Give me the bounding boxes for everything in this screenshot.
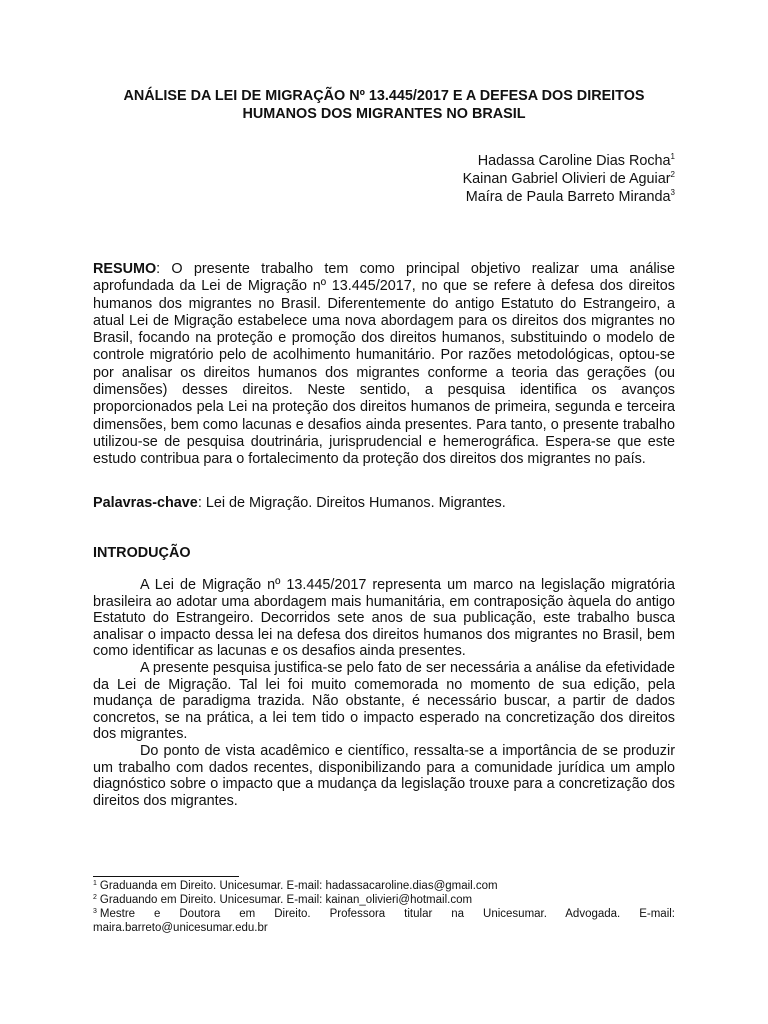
paper-title xyxy=(93,87,675,123)
introduction-paragraph-3: Do ponto de vista acadêmico e científico, ressalta-se a importância de se produzir um trabalho com dados recentes, disponibilizando para a comunidade jurídica um amplo diagnóstico sobre o impacto que a mudança da legislação trouxe para a concretização dos direitos dos migrantes. xyxy=(93,742,675,809)
introduction-paragraph-2: A presente pesquisa justifica-se pelo fato de ser necessária a análise da efetividade da Lei de Migração. Tal lei foi muito comemorada no momento de sua edição, pela mudança de paradigma trazida. Não obstante, é necessário buscar, a partir de dados concretos, se na prática, a lei tem tido o impacto esperado na concretização dos direitos dos migrantes. xyxy=(93,659,675,743)
footnote-1-text: Graduanda em Direito. Unicesumar. E-mail: hadassacaroline.dias@gmail.com xyxy=(99,880,498,892)
footnote-1-mark: 1 xyxy=(93,880,97,887)
footnotes xyxy=(93,879,675,935)
footnote-1 xyxy=(93,879,675,893)
author-3-footnote-mark: 3 xyxy=(670,188,675,197)
author-1-footnote-mark: 1 xyxy=(670,152,675,161)
footnote-separator xyxy=(93,876,239,877)
author-2-footnote-mark: 2 xyxy=(670,170,675,179)
keywords: Palavras-chave: Lei de Migração. Direitos Humanos. Migrantes. xyxy=(93,495,506,511)
paper-title-line-1: ANÁLISE DA LEI DE MIGRAÇÃO Nº 13.445/2017 E A DEFESA DOS DIREITOS xyxy=(123,88,645,104)
document-page xyxy=(93,0,675,1024)
footnote-3 xyxy=(93,907,675,935)
author-3-name: Maíra de Paula Barreto Miranda xyxy=(465,189,671,205)
introduction-body xyxy=(93,577,675,809)
author-1 xyxy=(463,152,675,170)
author-3 xyxy=(463,188,675,206)
footnote-3-text: Mestre e Doutora em Direito. Professora titular na Unicesumar. Advogada. E-mail: maira.barreto@unicesumar.edu.br xyxy=(93,908,675,934)
author-2 xyxy=(463,170,675,188)
abstract-text: O presente trabalho tem como principal objetivo realizar uma análise aprofundada da Lei de Migração nº 13.445/2017, no que se refere à defesa dos direitos humanos dos migrantes no Brasil. Diferentemente do antigo Estatuto do Estrangeiro, a atual Lei de Migração estabelece uma nova abordagem para os direitos dos migrantes no Brasil, focando na proteção e promoção dos direitos humanos, substituindo o modelo de controle migratório pelo de acolhimento humanitário. Por razões metodológicas, optou-se por analisar os direitos humanos dos migrantes conforme a teoria das gerações (ou dimensões) desses direitos. Neste sentido, a pesquisa identifica os avanços proporcionados pela Lei na proteção dos direitos humanos de primeira, segunda e terceira dimensões, bem como lacunas e desafios ainda presentes. Para tanto, o presente trabalho utilizou-se de pesquisa doutrinária, jurisprudencial e hemerográfica. Espera-se que este estudo contribua para o fortalecimento da proteção dos direitos dos migrantes no país. xyxy=(93,261,675,468)
introduction-paragraph-1: A Lei de Migração nº 13.445/2017 representa um marco na legislação migratória brasileira ao adotar uma abordagem mais humanitária, em contraposição àquela do antigo Estatuto do Estrangeiro. Decorridos sete anos de sua publicação, este trabalho busca analisar o impacto dessa lei na defesa dos direitos humanos dos migrantes no Brasil, bem como identificar as lacunas e os desafios ainda presentes. xyxy=(93,577,675,660)
keywords-label: Palavras-chave xyxy=(93,495,198,511)
footnote-2-text: Graduando em Direito. Unicesumar. E-mail: kainan_olivieri@hotmail.com xyxy=(99,894,473,906)
section-heading-introduction: INTRODUÇÃO xyxy=(93,545,191,561)
author-1-name: Hadassa Caroline Dias Rocha xyxy=(477,153,671,169)
footnote-2 xyxy=(93,893,675,907)
paper-title-line-2: HUMANOS DOS MIGRANTES NO BRASIL xyxy=(242,106,526,122)
author-2-name: Kainan Gabriel Olivieri de Aguiar xyxy=(462,171,671,187)
abstract: RESUMO: O presente trabalho tem como principal objetivo realizar uma análise aprofundada da Lei de Migração nº 13.445/2017, no que se refere à defesa dos direitos humanos dos migrantes no Brasil. Diferentemente do antigo Estatuto do Estrangeiro, a atual Lei de Migração estabelece uma nova abordagem para os direitos dos migrantes no Brasil, focando na proteção e promoção dos direitos humanos, substituindo o modelo de controle migratório pelo de acolhimento humanitário. Por razões metodológicas, optou-se por analisar os direitos humanos dos migrantes conforme a teoria das gerações (ou dimensões) desses direitos. Neste sentido, a pesquisa identifica os avanços proporcionados pela Lei na proteção dos direitos humanos de primeira, segunda e terceira dimensões, bem como lacunas e desafios ainda presentes. Para tanto, o presente trabalho utilizou-se de pesquisa doutrinária, jurisprudencial e hemerográfica. Espera-se que este estudo contribua para o fortalecimento da proteção dos direitos dos migrantes no país. xyxy=(93,261,675,468)
author-list xyxy=(463,152,675,206)
footnote-2-mark: 2 xyxy=(93,894,97,901)
footnote-3-mark: 3 xyxy=(93,908,97,915)
abstract-label: RESUMO xyxy=(93,261,157,277)
keywords-text: Lei de Migração. Direitos Humanos. Migrantes. xyxy=(205,495,506,511)
